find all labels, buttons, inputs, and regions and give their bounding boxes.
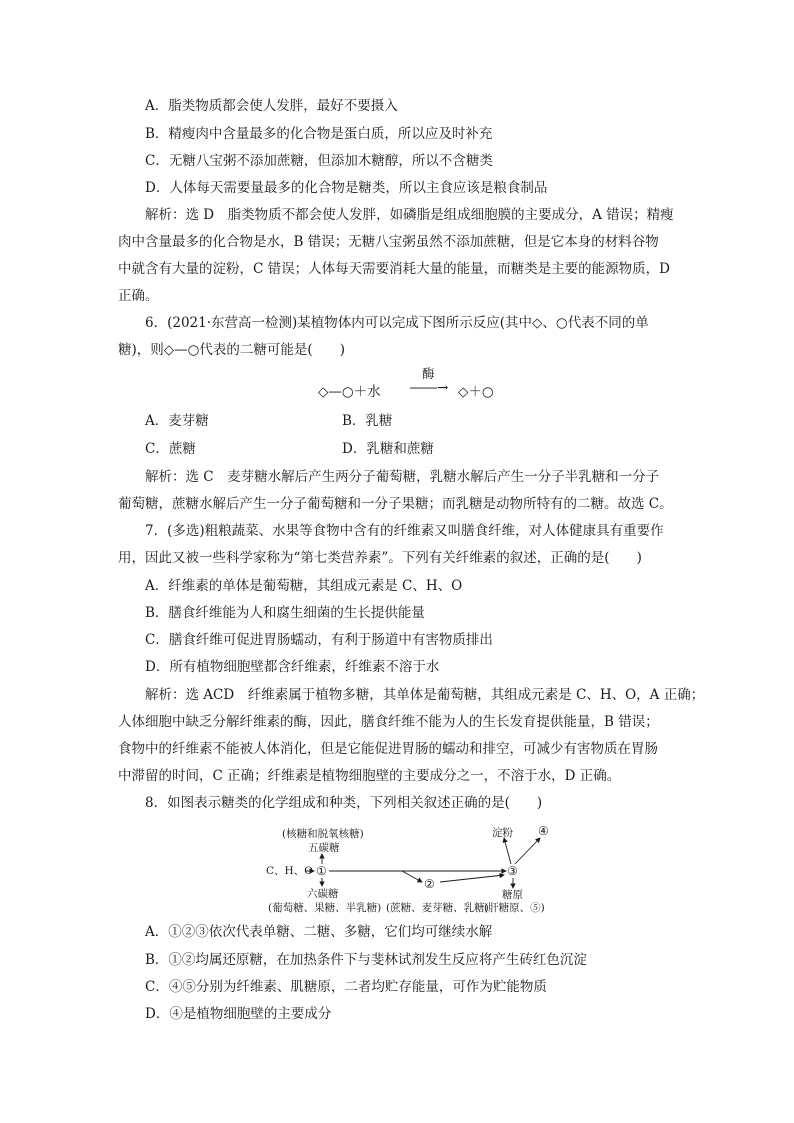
- q7-option-a: A．纤维素的单体是葡萄糖，其组成元素是 C、H、O: [145, 578, 463, 594]
- disaccharide-note: (蔗糖、麦芽糖、乳糖): [386, 902, 489, 914]
- q8-option-a: A．①②③依次代表单糖、二糖、多糖，它们均可继续水解: [145, 924, 493, 940]
- q6-stem-line-1: 6．(2021·东营高一检测)某植物体内可以完成下图所示反应(其中◇、○代表不同的单: [145, 315, 649, 331]
- arrow-2-to-3: [440, 875, 504, 882]
- arrow-3-to-4: [515, 838, 540, 864]
- q5-option-a: A．脂类物质都会使人发胖，最好不要摄入: [145, 98, 398, 114]
- q7-stem-line-2: 用，因此又被一些科学家称为“第七类营养素”。下列有关纤维素的叙述，正确的是( ): [118, 550, 642, 566]
- arrow-1-to-2: [402, 871, 422, 882]
- node-4: ④: [538, 824, 549, 838]
- q7-stem-line-1: 7．(多选)粗粮蔬菜、水果等食物中含有的纤维素又叫膳食纤维，对人体健康具有重要作: [145, 523, 664, 539]
- glycogen-note: (肝糖原、⑤): [484, 902, 545, 914]
- equation-arrow: ――→: [410, 380, 449, 396]
- q6-option-d: D．乳糖和蔗糖: [342, 441, 434, 457]
- q6-reaction-equation: [318, 364, 518, 404]
- hexose-label: 六碳糖: [307, 888, 339, 900]
- q7-explanation-line-1: 解析：选 ACD 纤维素属于植物多糖，其单体是葡萄糖，其组成元素是 C、H、O，A 正确；: [145, 687, 705, 703]
- q7-explanation-line-2: 人体细胞中缺乏分解纤维素的酶，因此，膳食纤维不能为人的生长发育提供能量，B 错误；: [118, 714, 659, 730]
- pentose-label: 五碳糖: [308, 842, 340, 854]
- q7-explanation-line-3: 食物中的纤维素不能被人体消化，但是它能促进胃肠的蠕动和排空，可减少有害物质在胃肠: [118, 741, 658, 757]
- q7-explanation-line-4: 中滞留的时间，C 正确；纤维素是植物细胞壁的主要成分之一，不溶于水，D 正确。: [118, 768, 621, 784]
- node-1: ①: [316, 864, 327, 878]
- q6-explanation-line-2: 葡萄糖，蔗糖水解后产生一分子葡萄糖和一分子果糖；而乳糖是动物所特有的二糖。故选 C。: [118, 496, 673, 512]
- q5-explanation-line-3: 中就含有大量的淀粉，C 错误；人体每天需要消耗大量的能量，而糖类是主要的能源物质，D: [118, 261, 670, 277]
- glycogen-label: 糖原: [502, 889, 523, 901]
- q8-stem: 8．如图表示糖类的化学组成和种类，下列相关叙述正确的是( ): [145, 795, 543, 811]
- starch-label: 淀粉: [492, 827, 513, 839]
- node-2: ②: [424, 877, 435, 891]
- q6-explanation-line-1: 解析：选 C 麦芽糖水解后产生两分子葡萄糖，乳糖水解后产生一分子半乳糖和一分子: [145, 469, 660, 485]
- q5-option-c: C．无糖八宝粥不添加蔗糖，但添加木糖醇，所以不含糖类: [145, 153, 493, 169]
- q6-option-c: C．蔗糖: [145, 441, 196, 457]
- q5-option-d: D．人体每天需要量最多的化合物是糖类，所以主食应该是粮食制品: [145, 180, 548, 196]
- q8-option-d: D．④是植物细胞壁的主要成分: [145, 1006, 332, 1022]
- equation-products: ◇＋○: [458, 384, 494, 400]
- q7-option-c: C．膳食纤维可促进胃肠蠕动，有利于肠道中有害物质排出: [145, 632, 493, 648]
- q5-explanation-line-4: 正确。: [118, 288, 159, 304]
- q6-option-b: B．乳糖: [342, 413, 393, 429]
- equation-reactants: ◇—○＋水: [318, 384, 381, 400]
- q5-explanation-line-1: 解析：选 D 脂类物质不都会使人发胖，如磷脂是组成细胞膜的主要成分，A 错误；精瘦: [145, 207, 674, 223]
- hexose-note: (葡萄糖、果糖、半乳糖): [268, 902, 382, 914]
- q5-option-b: B．精瘦肉中含量最多的化合物是蛋白质，所以应及时补充: [145, 126, 493, 142]
- carbohydrate-classification-diagram: [262, 822, 562, 918]
- q6-stem-line-2: 糖)，则◇—○代表的二糖可能是( ): [118, 342, 345, 358]
- pentose-note: (核糖和脱氧核糖): [282, 828, 364, 840]
- q6-option-a: A．麦芽糖: [145, 413, 209, 429]
- q7-option-b: B．膳食纤维能为人和腐生细菌的生长提供能量: [145, 605, 425, 621]
- arrow-3-to-starch: [504, 838, 511, 864]
- q7-option-d: D．所有植物细胞壁都含纤维素，纤维素不溶于水: [145, 659, 440, 675]
- equation-enzyme-label: 酶: [422, 366, 435, 381]
- q8-option-c: C．④⑤分别为纤维素、肌糖原，二者均贮存能量，可作为贮能物质: [145, 979, 547, 995]
- elements-label: C、H、O: [266, 865, 313, 877]
- node-3: ③: [507, 864, 518, 878]
- q8-option-b: B．①②均属还原糖，在加热条件下与斐林试剂发生反应将产生砖红色沉淀: [145, 952, 587, 968]
- q5-explanation-line-2: 肉中含量最多的化合物是水，B 错误；无糖八宝粥虽然不添加蔗糖，但是它本身的材料谷物: [118, 234, 659, 250]
